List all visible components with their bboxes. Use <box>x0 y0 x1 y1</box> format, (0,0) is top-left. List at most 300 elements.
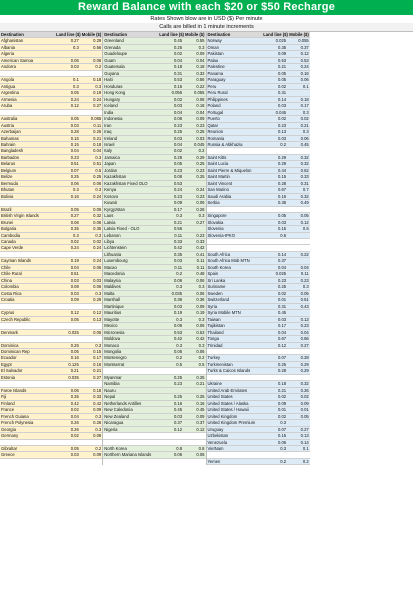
landline-rate-cell: 0.1 <box>73 77 79 83</box>
landline-rate-cell: 0.02 <box>277 413 287 419</box>
destination-cell: Denmark <box>1 329 18 335</box>
mobile-rate-cell: 0.2 <box>198 148 205 154</box>
mobile-rate-cell: 0.05 <box>93 329 102 335</box>
mobile-rate-cell: 0.25 <box>196 394 205 400</box>
landline-rate-cell: 0.24 <box>70 245 79 251</box>
destination-cell: Azerbaijan <box>1 129 21 135</box>
header-landline: Land line ($) <box>56 32 81 37</box>
destination-cell: Dominican Rep <box>1 348 30 354</box>
landline-rate-cell: 0.35 <box>70 394 79 400</box>
destination-cell: Mongolia <box>104 348 122 354</box>
destination-cell: United States / Hawaii <box>207 407 249 413</box>
landline-rate-cell: 0.27 <box>70 213 79 219</box>
mobile-rate-cell: 0.11 <box>196 258 205 264</box>
landline-rate-cell: 0.53 <box>173 329 183 335</box>
mobile-rate-cell: 0.06 <box>93 180 102 186</box>
destination-cell: Montserrat <box>104 361 125 367</box>
destination-cell: Angola <box>1 77 15 83</box>
destination-cell: Bahrain <box>1 141 16 147</box>
mobile-rate-cell: 0.28 <box>300 355 309 361</box>
landline-rate-cell: 0.15 <box>277 174 287 180</box>
destination-cell: Ukraine <box>207 381 222 387</box>
landline-rate-cell: 0.35 <box>277 44 287 50</box>
mobile-rate-cell: 0.42 <box>196 245 205 251</box>
destination-cell: Yemen <box>207 458 221 464</box>
destination-cell: Luxembourg <box>104 258 128 264</box>
destination-cell: Saint Vincent <box>207 180 233 186</box>
mobile-rate-cell: 0.13 <box>300 433 309 439</box>
landline-rate-cell: 0.42 <box>173 245 183 251</box>
destination-cell <box>0 200 56 205</box>
mobile-rate-cell: 0.55 <box>196 38 205 44</box>
mobile-rate-cell: 0.3 <box>95 413 102 419</box>
landline-rate-cell: 0.03 <box>277 316 287 322</box>
landline-rate-cell: 0.02 <box>173 51 183 57</box>
mobile-rate-cell: 0.06 <box>93 219 102 225</box>
mobile-rate-cell: 0.27 <box>300 342 309 348</box>
landline-rate-cell: 0.03 <box>277 135 287 141</box>
landline-rate-cell <box>160 368 183 373</box>
mobile-rate-cell: 0.7 <box>302 187 309 193</box>
destination-cell: Macao <box>104 264 117 270</box>
mobile-rate-cell: 0.56 <box>196 77 205 83</box>
mobile-rate-cell: 0.23 <box>196 122 205 128</box>
landline-rate-cell: 0.045 <box>275 109 287 115</box>
mobile-rate-cell: 0.055 <box>194 90 205 96</box>
landline-rate-cell: 0.16 <box>173 83 183 89</box>
mobile-rate-cell: 0.3 <box>95 426 102 432</box>
destination-cell: Slovenia <box>207 226 224 232</box>
mobile-rate-cell: 0.3 <box>95 187 102 193</box>
mobile-rate-cell: 0.05 <box>300 290 309 296</box>
destination-cell: Aruba <box>1 103 13 109</box>
mobile-rate-cell: 0.09 <box>196 116 205 122</box>
mobile-rate-cell: 0.36 <box>196 297 205 303</box>
landline-rate-cell: 0.08 <box>173 116 183 122</box>
mobile-rate-cell: 0.04 <box>196 109 205 115</box>
mobile-rate-cell: 0.24 <box>93 245 102 251</box>
mobile-rate-cell: 0.06 <box>300 77 309 83</box>
mobile-rate-cell: 0.09 <box>196 413 205 419</box>
landline-rate-cell: 0.25 <box>277 284 287 290</box>
table-row <box>103 452 205 458</box>
mobile-rate-cell: 0.1 <box>302 83 309 89</box>
landline-rate-cell: 0.23 <box>173 193 183 199</box>
landline-rate-cell: 0.25 <box>173 374 183 380</box>
destination-cell: Bhutan <box>1 187 15 193</box>
landline-rate-cell: 0.03 <box>70 122 79 128</box>
landline-rate-cell: 0.06 <box>277 439 287 445</box>
landline-rate-cell: 0.04 <box>70 413 79 419</box>
destination-cell: Peru <box>207 83 217 89</box>
mobile-rate-cell: 0.3 <box>95 154 102 160</box>
destination-cell: Armenia <box>1 96 17 102</box>
destination-cell: Dominica <box>1 342 19 348</box>
destination-cell: North Korea <box>104 446 127 451</box>
mobile-rate-cell <box>287 310 310 315</box>
landline-rate-cell: 0.53 <box>173 180 183 186</box>
landline-rate-cell: 0.05 <box>70 348 79 354</box>
mobile-rate-cell: 0.13 <box>93 316 102 322</box>
mobile-rate-cell: 0.055 <box>298 38 309 44</box>
mobile-rate-cell: 0.3 <box>198 44 205 50</box>
mobile-rate-cell: 0.02 <box>300 116 309 122</box>
destination-cell: Reunion <box>207 129 224 135</box>
mobile-rate-cell: 0.25 <box>196 174 205 180</box>
destination-cell: Slovakia <box>207 219 224 225</box>
landline-rate-cell: 0.07 <box>277 426 287 432</box>
destination-cell: Russia & Abkhazia <box>207 141 243 147</box>
landline-rate-cell: 0.29 <box>277 161 287 167</box>
mobile-rate-cell: 0.17 <box>300 103 309 109</box>
mobile-rate-cell: 0.12 <box>300 51 309 57</box>
landline-rate-cell: 0.3 <box>73 187 79 193</box>
mobile-rate-cell <box>183 433 205 438</box>
landline-rate-cell: 0.33 <box>173 239 183 244</box>
mobile-rate-cell: 0.48 <box>196 271 205 277</box>
landline-rate-cell: 0.09 <box>173 200 183 206</box>
landline-rate-cell: 0.21 <box>173 219 183 225</box>
destination-cell <box>103 433 159 438</box>
mobile-rate-cell: 0.12 <box>93 310 102 316</box>
destination-cell: United Arab Emirates <box>207 387 248 393</box>
mobile-rate-cell: 0.33 <box>300 174 309 180</box>
mobile-rate-cell: 0.21 <box>196 381 205 387</box>
landline-rate-cell: 0.11 <box>174 264 183 270</box>
mobile-rate-cell: 0.17 <box>93 355 102 361</box>
landline-rate-cell: 0.12 <box>70 103 79 109</box>
destination-cell: American Samoa <box>1 57 34 63</box>
mobile-rate-cell: 0.24 <box>300 64 309 70</box>
destination-cell: Kosovo <box>104 193 119 199</box>
destination-cell: Turks & Caicos Islands <box>207 368 251 374</box>
mobile-rate-cell: 0.3 <box>302 129 309 135</box>
mobile-rate-cell: 0.16 <box>93 361 102 367</box>
mobile-rate-cell: 0.19 <box>93 90 102 96</box>
destination-cell: Serbia <box>207 200 220 206</box>
destination-cell: Sweden <box>207 290 223 296</box>
destination-cell: Greenland <box>104 38 124 44</box>
header-destination: Destination <box>104 32 128 37</box>
landline-rate-cell: 0.07 <box>70 167 79 173</box>
destination-cell: Laos <box>104 213 114 219</box>
landline-rate-cell <box>160 433 183 438</box>
landline-rate-cell: 0.09 <box>70 297 79 303</box>
mobile-rate-cell: 0.04 <box>196 57 205 63</box>
destination-cell: Qatar <box>207 122 218 128</box>
landline-rate-cell: 0.26 <box>70 420 79 426</box>
mobile-rate-cell <box>287 420 310 425</box>
mobile-rate-cell: 0.25 <box>93 174 102 180</box>
destination-cell <box>0 440 56 445</box>
landline-rate-cell: 0.35 <box>173 251 183 257</box>
landline-rate-cell: 0.36 <box>173 297 183 303</box>
landline-rate-cell: 0.04 <box>277 264 287 270</box>
mobile-rate-cell: 0.06 <box>93 206 102 212</box>
destination-cell: Colombia <box>1 284 19 290</box>
landline-rate-cell: 0.31 <box>277 303 287 309</box>
landline-rate-cell <box>56 110 79 115</box>
destination-cell <box>103 368 159 373</box>
landline-rate-cell: 0.36 <box>277 200 287 206</box>
landline-rate-cell: 0.15 <box>70 141 79 147</box>
header-mobile: Mobile ($) <box>81 32 102 37</box>
header-mobile: Mobile ($) <box>184 32 205 37</box>
destination-cell: Montenegro <box>104 355 127 361</box>
landline-rate-cell: 0.03 <box>277 103 287 109</box>
mobile-rate-cell: 0.09 <box>300 400 309 406</box>
mobile-rate-cell: 0.33 <box>196 239 205 244</box>
landline-rate-cell: 0.02 <box>173 148 183 154</box>
mobile-rate-cell: 0.12 <box>196 426 205 432</box>
landline-rate-cell: 0.27 <box>70 38 79 44</box>
landline-rate-cell: 0.2 <box>176 355 183 361</box>
destination-cell: Andorra <box>1 64 16 70</box>
destination-cell: Nepal <box>104 394 116 400</box>
mobile-rate-cell <box>287 349 310 354</box>
landline-rate-cell: 0.02 <box>277 394 287 400</box>
landline-rate-cell <box>56 323 79 328</box>
landline-rate-cell: 0.19 <box>173 310 183 316</box>
destination-cell: Germany <box>1 433 19 439</box>
destination-cell: Myanmar <box>104 374 122 380</box>
landline-rate-cell: 0.25 <box>70 174 79 180</box>
mobile-rate-cell: 0.25 <box>196 374 205 380</box>
mobile-rate-cell: 0.51 <box>93 161 102 167</box>
landline-rate-cell: 0.15 <box>70 135 79 141</box>
landline-rate-cell: 0.05 <box>277 70 287 76</box>
mobile-rate-cell: 0.2 <box>198 355 205 361</box>
mobile-rate-cell: 0.2 <box>95 64 102 70</box>
mobile-rate-cell <box>80 304 102 309</box>
mobile-rate-cell: 0.24 <box>93 96 102 102</box>
destination-cell: Trinidad <box>207 342 223 348</box>
destination-cell: Uzbekistan <box>207 433 229 439</box>
mobile-rate-cell: 0.35 <box>93 226 102 232</box>
landline-rate-cell <box>56 304 79 309</box>
mobile-rate-cell: 0.09 <box>93 452 102 458</box>
landline-rate-cell: 0.23 <box>173 167 183 173</box>
landline-rate-cell: 0.06 <box>173 348 183 354</box>
destination-cell: Syria Mobile MTN <box>207 310 241 316</box>
landline-rate-cell: 0.02 <box>277 290 287 296</box>
destination-cell: United States <box>207 394 233 400</box>
destination-cell: Lichtenstein <box>104 245 127 251</box>
mobile-rate-cell: 0.11 <box>300 271 309 277</box>
landline-rate-cell: 0.05 <box>173 161 183 167</box>
mobile-rate-cell: 0.02 <box>300 394 309 400</box>
landline-rate-cell: 0.24 <box>173 187 183 193</box>
mobile-rate-cell: 0.45 <box>196 407 205 413</box>
mobile-rate-cell: 0.1 <box>302 446 309 451</box>
landline-rate-cell: 0.03 <box>173 303 183 309</box>
landline-rate-cell: 0.03 <box>70 64 79 70</box>
destination-cell: Greece <box>1 452 15 458</box>
subtitle-billing: Calls are billed in 1 minute increments <box>0 23 413 32</box>
mobile-rate-cell <box>287 233 310 238</box>
landline-rate-cell: 0.15 <box>277 226 287 232</box>
destination-cell: Albania <box>1 44 15 50</box>
mobile-rate-cell: 0.11 <box>196 264 205 270</box>
landline-rate-cell <box>160 388 183 393</box>
destination-cell: Kuwait <box>104 200 117 206</box>
mobile-rate-cell: 0.22 <box>196 83 205 89</box>
landline-rate-cell: 0.11 <box>174 232 183 238</box>
mobile-rate-cell: 0.09 <box>93 407 102 413</box>
landline-rate-cell: 0.04 <box>173 109 183 115</box>
mobile-rate-cell <box>80 381 102 386</box>
mobile-rate-cell: 0.16 <box>300 70 309 76</box>
landline-rate-cell: 0.02 <box>277 116 287 122</box>
destination-cell: Lithuania <box>104 251 122 257</box>
landline-rate-cell <box>264 452 288 457</box>
destination-cell: Iran <box>104 122 112 128</box>
landline-rate-cell: 0.16 <box>70 193 79 199</box>
mobile-rate-cell: 0.03 <box>196 135 205 141</box>
mobile-rate-cell: 0.06 <box>93 264 102 270</box>
destination-cell: United Kingdom Premium <box>207 420 256 426</box>
mobile-rate-cell: 0.09 <box>93 433 102 439</box>
mobile-rate-cell: 0.11 <box>93 122 102 128</box>
landline-rate-cell: 0.06 <box>173 452 183 458</box>
mobile-rate-cell: 0.29 <box>196 154 205 160</box>
destination-cell: Switzerland <box>207 297 230 303</box>
destination-cell: Cambodia <box>1 232 21 238</box>
landline-rate-cell <box>56 440 79 445</box>
mobile-rate-cell <box>287 375 310 380</box>
landline-rate-cell: 0.06 <box>70 57 79 63</box>
destination-cell: Tajikistan <box>207 323 225 329</box>
mobile-rate-cell: 0.42 <box>196 336 205 342</box>
mobile-rate-cell: 0.5 <box>95 167 102 173</box>
destination-cell: Jamaica <box>104 154 120 160</box>
mobile-rate-cell: 0.065 <box>90 116 102 122</box>
destination-cell: China <box>1 277 12 283</box>
landline-rate-cell: 0.07 <box>277 355 287 361</box>
mobile-rate-cell: 0.24 <box>196 187 205 193</box>
landline-rate-cell: 0.3 <box>176 342 183 348</box>
destination-cell: Portugal <box>207 109 224 115</box>
mobile-rate-cell: 0.23 <box>196 167 205 173</box>
landline-rate-cell: 0.02 <box>70 239 79 244</box>
destination-cell <box>0 110 56 115</box>
destination-cell: Bolivia <box>1 193 14 199</box>
mobile-rate-cell: 0.29 <box>93 38 102 44</box>
landline-rate-cell: 0.31 <box>173 70 183 76</box>
mobile-rate-cell: 0.14 <box>300 439 309 445</box>
mobile-rate-cell <box>80 336 102 341</box>
mobile-rate-cell: 0.01 <box>300 407 309 413</box>
destination-cell: Georgia <box>1 426 16 432</box>
landline-rate-cell: 0.05 <box>277 77 287 83</box>
destination-cell <box>207 207 264 212</box>
landline-rate-cell: 0.21 <box>277 387 287 393</box>
landline-rate-cell: 0.37 <box>173 420 183 426</box>
destination-cell: Mauritius <box>104 310 122 316</box>
destination-cell: Israel <box>104 141 115 147</box>
destination-cell: Iraq <box>104 129 112 135</box>
landline-rate-cell: 0.42 <box>70 400 79 406</box>
mobile-rate-cell: 0.23 <box>300 323 309 329</box>
mobile-rate-cell <box>183 440 205 445</box>
destination-cell: Netherlands Antilles <box>104 400 142 406</box>
landline-rate-cell: 0.02 <box>277 83 287 89</box>
destination-cell: Taiwan <box>207 316 221 322</box>
destination-cell: Macedonia <box>104 271 125 277</box>
landline-rate-cell: 0.03 <box>173 258 183 264</box>
landline-rate-cell <box>264 375 288 380</box>
mobile-rate-cell: 0.66 <box>300 336 309 342</box>
landline-rate-cell: 0.025 <box>68 329 79 335</box>
landline-rate-cell: 0.37 <box>277 258 287 264</box>
landline-rate-cell: 0.08 <box>70 284 79 290</box>
destination-cell: Argentina <box>1 90 19 96</box>
landline-rate-cell: 0.21 <box>70 368 79 374</box>
mobile-rate-cell <box>287 207 310 212</box>
destination-cell <box>0 304 56 309</box>
mobile-rate-cell: 0.06 <box>196 348 205 354</box>
landline-rate-cell: 0.28 <box>70 129 79 135</box>
mobile-rate-cell: 0.06 <box>196 277 205 283</box>
destination-cell: Bangladesh <box>1 148 24 154</box>
destination-cell: Syria <box>207 303 218 309</box>
destination-cell <box>103 440 159 445</box>
landline-rate-cell: 0.05 <box>70 116 79 122</box>
mobile-rate-cell <box>287 239 310 244</box>
destination-cell: United Kingdom <box>207 413 238 419</box>
landline-rate-cell: 0.26 <box>70 342 79 348</box>
destination-cell: French Guiana <box>1 413 29 419</box>
destination-cell: Latvia <box>104 219 116 225</box>
mobile-rate-cell: 0.33 <box>93 394 102 400</box>
destination-cell: Mayotte <box>104 316 120 322</box>
landline-rate-cell: 0.05 <box>70 446 79 451</box>
destination-cell: Costa Rica <box>1 290 22 296</box>
destination-cell: Brazil <box>1 206 12 212</box>
landline-rate-cell: 0.28 <box>173 154 183 160</box>
destination-cell: Namibia <box>104 381 120 387</box>
mobile-rate-cell <box>183 226 205 231</box>
landline-rate-cell: 0.05 <box>70 90 79 96</box>
mobile-rate-cell <box>80 271 102 276</box>
mobile-rate-cell: 0.06 <box>196 323 205 329</box>
mobile-rate-cell: 0.27 <box>300 426 309 432</box>
landline-rate-cell: 0.18 <box>277 381 287 387</box>
mobile-rate-cell <box>80 440 102 445</box>
destination-cell: Barbados <box>1 154 19 160</box>
landline-rate-cell <box>264 207 288 212</box>
landline-rate-cell: 0.01 <box>277 407 287 413</box>
mobile-rate-cell: 0.32 <box>300 381 309 387</box>
rate-column <box>103 32 206 465</box>
destination-cell: South Korea <box>207 264 231 270</box>
landline-rate-cell: 0.125 <box>68 361 79 367</box>
mobile-rate-cell <box>80 71 102 76</box>
landline-rate-cell: 0.04 <box>70 148 79 154</box>
mobile-rate-cell: 0.3 <box>198 213 205 219</box>
destination-cell <box>0 71 56 76</box>
mobile-rate-cell: 0.51 <box>300 297 309 303</box>
destination-cell: Kazakhstan <box>104 174 127 180</box>
landline-rate-cell: 0.3 <box>73 44 79 50</box>
landline-rate-cell: 0.24 <box>70 96 79 102</box>
landline-rate-cell: 0.03 <box>277 219 287 225</box>
landline-rate-cell: 0.29 <box>277 154 287 160</box>
mobile-rate-cell <box>80 51 102 56</box>
destination-cell: Nicaragua <box>104 420 124 426</box>
mobile-rate-cell: 0.18 <box>93 141 102 147</box>
landline-rate-cell: 0.025 <box>275 271 287 277</box>
